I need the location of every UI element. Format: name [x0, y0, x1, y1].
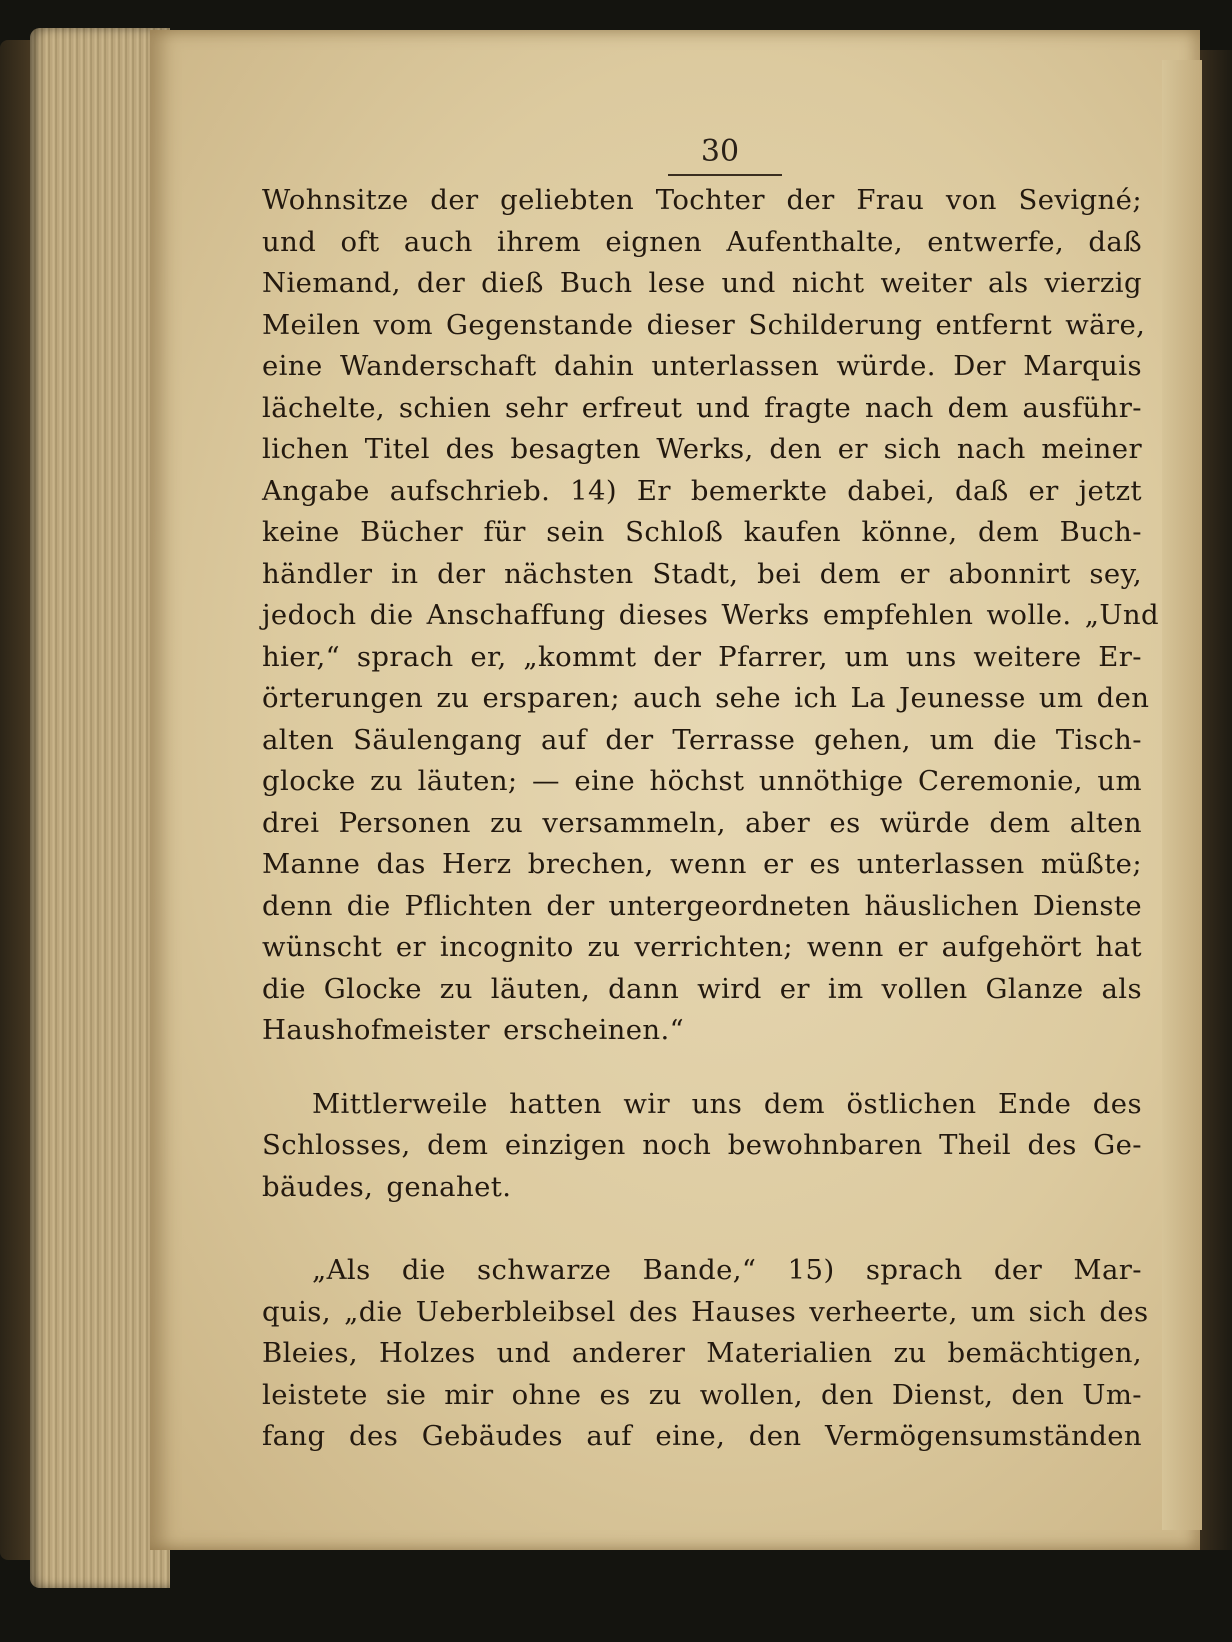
text-line: alten Säulengang auf der Terrasse gehen, um die Tisch-	[262, 723, 1142, 756]
text-line: eine Wanderschaft dahin unterlassen würde. Der Marquis	[262, 350, 1142, 382]
text-line: drei Personen zu versammeln, aber es würde dem alten	[262, 806, 1142, 839]
paragraph	[262, 1084, 1142, 1209]
text-line: jedoch die Anschaffung dieses Werks empfehlen wolle. „Und	[262, 599, 1160, 631]
text-line: Schlosses, dem einzigen noch bewohnbaren Theil des Ge-	[262, 1129, 1142, 1161]
text-line: keine Bücher für sein Schloß kaufen könne, dem Buch-	[262, 516, 1142, 548]
text-line: quis, „die Ueberbleibsel des Hauses verheerte, um sich des	[262, 1295, 1149, 1328]
paragraph-gap	[262, 1052, 1142, 1084]
text-line: bäudes, genahet.	[262, 1170, 512, 1203]
text-line: Bleies, Holzes und anderer Materialien zu bemächtigen,	[262, 1337, 1142, 1369]
text-line: Haushofmeister erscheinen.“	[262, 1014, 685, 1046]
text-line: fang des Gebäudes auf eine, den Vermögensumständen	[262, 1420, 1142, 1452]
page-body-text	[262, 180, 1160, 1458]
paragraph	[262, 1250, 1149, 1458]
text-line: hier,“ sprach er, „kommt der Pfarrer, um uns weitere Er-	[262, 640, 1142, 673]
text-line: denn die Pflichten der untergeordneten häuslichen Dienste	[262, 889, 1142, 922]
text-line: lichen Titel des besagten Werks, den er sich nach meiner	[262, 433, 1142, 465]
page-number-rule	[668, 174, 782, 176]
facing-page-edge	[1162, 60, 1202, 1530]
text-line: örterungen zu ersparen; auch sehe ich La Jeunesse um den	[262, 682, 1150, 714]
text-line: und oft auch ihrem eignen Aufenthalte, entwerfe, daß	[262, 225, 1142, 258]
paragraph-gap	[262, 1208, 1142, 1250]
text-line: Meilen vom Gegenstande dieser Schilderung entfernt wäre,	[262, 308, 1146, 341]
text-line: händler in der nächsten Stadt, bei dem er abonnirt sey,	[262, 557, 1142, 590]
text-line: Wohnsitze der geliebten Tochter der Frau von Sevigné;	[262, 184, 1142, 216]
page-edges-stack	[30, 28, 170, 1588]
text-line: Manne das Herz brechen, wenn er es unterlassen müßte;	[262, 848, 1142, 880]
text-line: glocke zu läuten; — eine höchst unnöthige Ceremonie, um	[262, 765, 1142, 797]
page-number: 30	[700, 134, 740, 169]
text-line: die Glocke zu läuten, dann wird er im vollen Glanze als	[262, 972, 1142, 1005]
text-line: lächelte, schien sehr erfreut und fragte nach dem ausführ-	[262, 391, 1142, 424]
text-line: „Als die schwarze Bande,“ 15) sprach der Mar-	[312, 1254, 1142, 1286]
text-line: Mittlerweile hatten wir uns dem östlichen Ende des	[312, 1087, 1142, 1120]
text-line: Angabe aufschrieb. 14) Er bemerkte dabei, daß er jetzt	[262, 474, 1142, 507]
text-line: wünscht er incognito zu verrichten; wenn er aufgehört hat	[262, 931, 1142, 963]
paragraph	[262, 180, 1160, 1052]
text-line: leistete sie mir ohne es zu wollen, den Dienst, den Um-	[262, 1378, 1142, 1411]
text-line: Niemand, der dieß Buch lese und nicht weiter als vierzig	[262, 267, 1142, 299]
